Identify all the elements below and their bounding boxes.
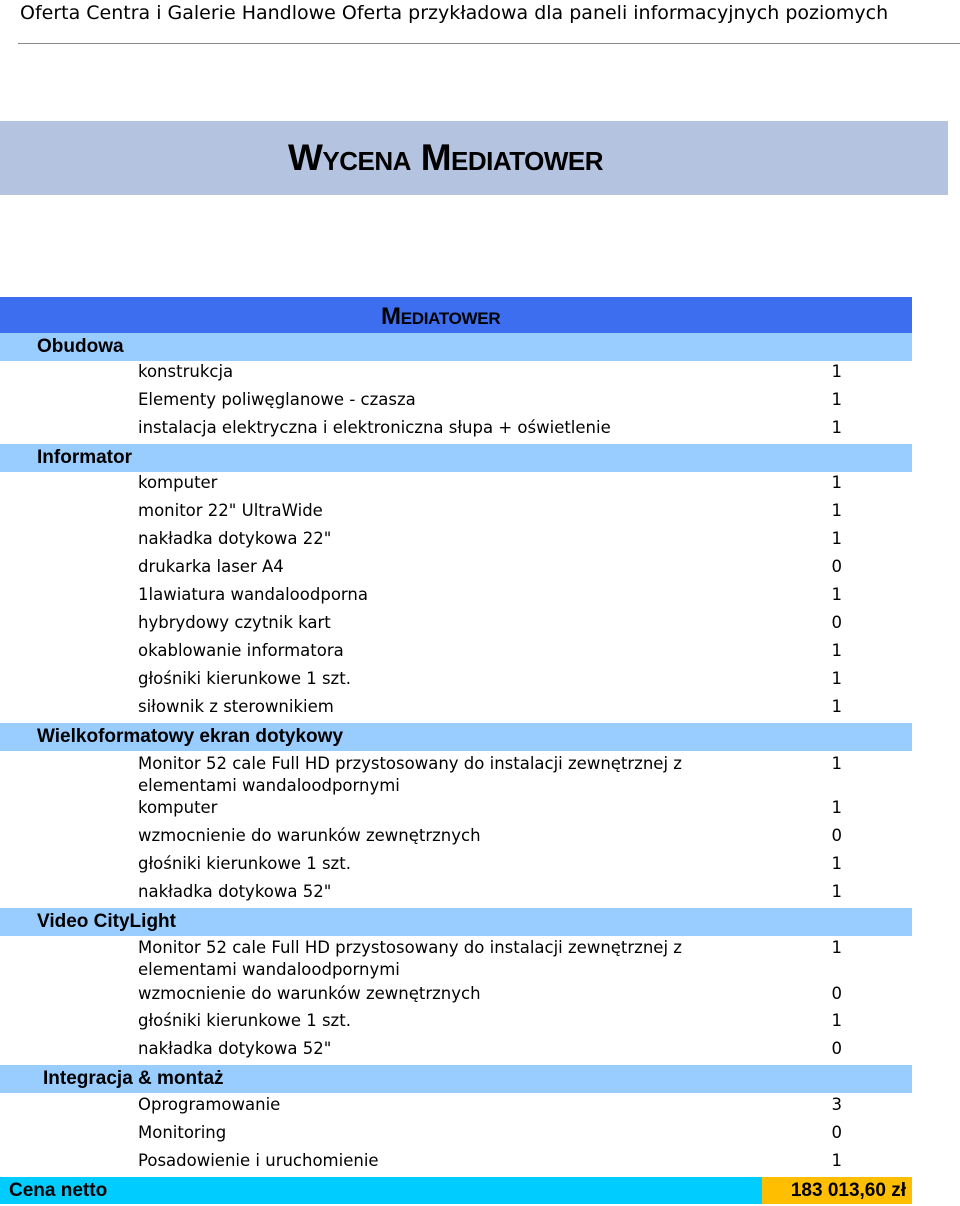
list-item: Elementy poliwęglanowe - czasza [138,390,416,409]
item-qty: 1 [831,641,842,660]
list-item: Oprogramowanie [138,1095,281,1114]
item-qty: 1 [831,697,842,716]
list-item: wzmocnienie do warunków zewnętrznych [138,984,481,1003]
item-qty: 1 [831,754,842,773]
item-qty: 0 [831,613,842,632]
list-item: drukarka laser A4 [138,557,284,576]
item-qty: 1 [831,418,842,437]
header-divider [18,43,960,44]
section-bar-informator [0,444,912,472]
item-qty: 1 [831,1151,842,1170]
page-title: Wycena Mediatower [288,137,604,178]
table-header-title: Mediatower [381,303,501,330]
item-qty: 1 [831,882,842,901]
list-item: monitor 22" UltraWide [138,501,323,520]
item-qty: 0 [831,557,842,576]
list-item: hybrydowy czytnik kart [138,613,331,632]
page-header [0,0,960,44]
item-qty: 1 [831,501,842,520]
section-label: Video CityLight [37,911,176,932]
list-item: głośniki kierunkowe 1 szt. [138,854,351,873]
list-item: Monitor 52 cale Full HD przystosowany do instalacji zewnętrznej z elementami wandaloodpornymi [138,938,682,979]
section-label: Wielkoformatowy ekran dotykowy [37,726,344,747]
item-qty: 0 [831,1039,842,1058]
item-qty: 1 [831,854,842,873]
list-item: Monitor 52 cale Full HD przystosowany do instalacji zewnętrznej z elementami wandaloodpornymi [138,754,682,795]
net-price-label: Cena netto [9,1180,108,1201]
list-item: konstrukcja [138,362,234,381]
list-item: Monitoring [138,1123,227,1142]
list-item: instalacja elektryczna i elektroniczna słupa + oświetlenie [138,418,611,437]
list-item: nakładka dotykowa 52" [138,882,332,901]
section-label: Obudowa [37,336,124,357]
list-item: głośniki kierunkowe 1 szt. [138,669,351,688]
item-qty: 0 [831,1123,842,1142]
item-qty: 1 [831,585,842,604]
section-label: Informator [37,447,132,468]
list-item: wzmocnienie do warunków zewnętrznych [138,826,481,845]
item-qty: 3 [831,1095,842,1114]
item-qty: 1 [831,390,842,409]
section-label: Integracja & montaż [43,1068,224,1089]
list-item: Posadowienie i uruchomienie [138,1151,379,1170]
list-item: siłownik z sterownikiem [138,697,334,716]
net-price-value: 183 013,60 zł [790,1180,906,1201]
list-item: okablowanie informatora [138,641,344,660]
list-item: głośniki kierunkowe 1 szt. [138,1011,351,1030]
item-qty: 1 [831,938,842,957]
list-item: nakładka dotykowa 22" [138,529,332,548]
item-qty: 0 [831,984,842,1003]
item-qty: 1 [831,529,842,548]
list-item: komputer [138,473,218,492]
item-qty: 1 [831,669,842,688]
list-item: 1lawiatura wandaloodporna [138,585,368,604]
item-qty: 1 [831,473,842,492]
item-qty: 1 [831,798,842,817]
item-qty: 1 [831,362,842,381]
item-qty: 1 [831,1011,842,1030]
section-bar-obudowa [0,333,912,361]
list-item: nakładka dotykowa 52" [138,1039,332,1058]
item-qty: 0 [831,826,842,845]
header-text: Oferta Centra i Galerie Handlowe Oferta przykładowa dla paneli informacyjnych poziomych [20,2,889,24]
list-item: komputer [138,798,218,817]
